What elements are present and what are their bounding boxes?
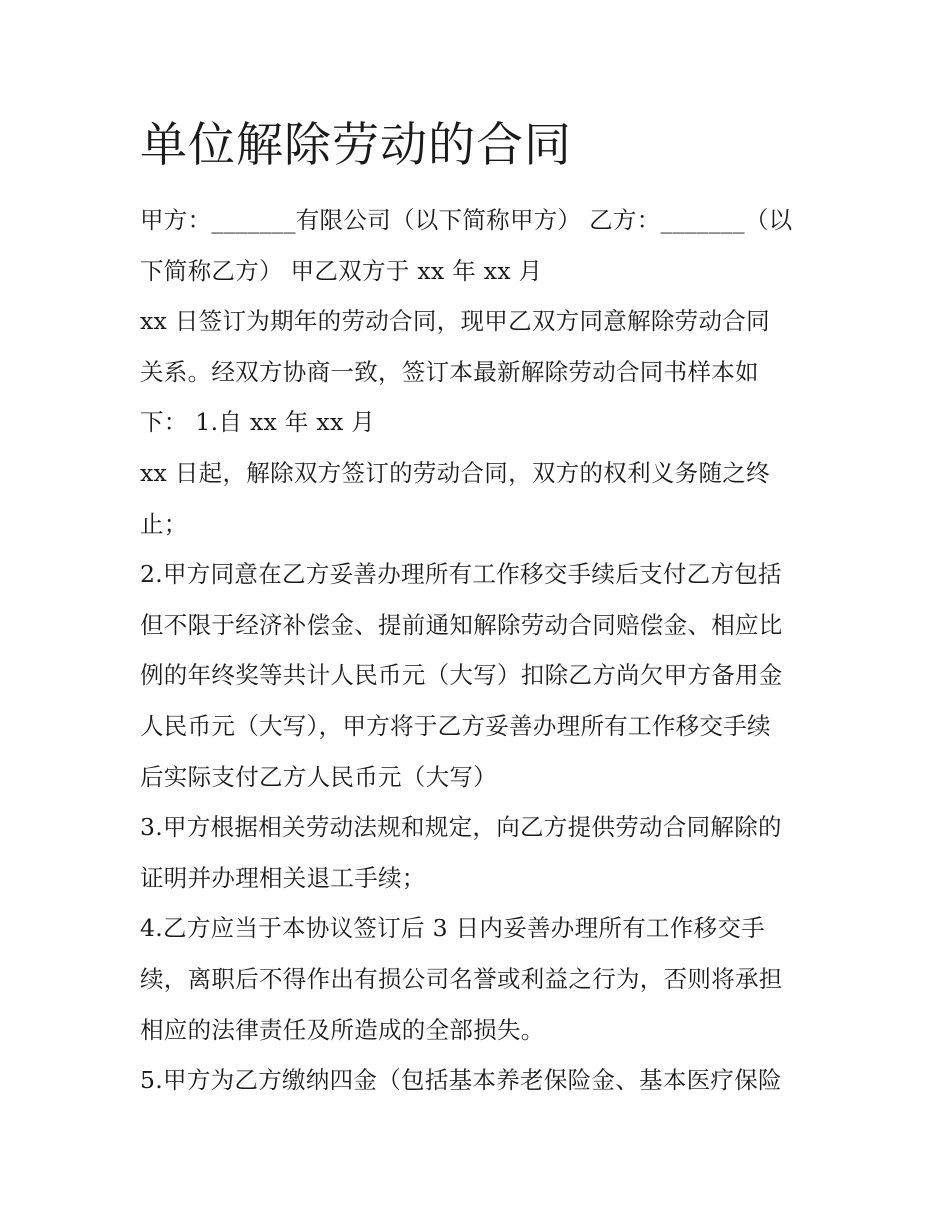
body-line: xx 日签订为期年的劳动合同，现甲乙双方同意解除劳动合同 (140, 307, 770, 336)
body-line: 止； (140, 509, 188, 538)
body-line: 关系。经双方协商一致，签订本最新解除劳动合同书样本如 (140, 357, 759, 386)
body-line: 2.甲方同意在乙方妥善办理所有工作移交手续后支付乙方包括 (140, 560, 782, 589)
body-line: 相应的法律责任及所造成的全部损失。 (140, 1015, 545, 1044)
body-line: 例的年终奖等共计人民币元（大写）扣除乙方尚欠甲方备用金 (140, 661, 783, 690)
body-line: xx 日起，解除双方签订的劳动合同，双方的权利义务随之终 (140, 458, 770, 487)
document-title: 单位解除劳动的合同 (140, 118, 572, 173)
document-body (140, 195, 820, 1106)
body-line: 续，离职后不得作出有损公司名誉或利益之行为，否则将承担 (140, 964, 783, 993)
body-line: 甲方：_______有限公司（以下简称甲方） 乙方：_______（以 (140, 206, 793, 234)
body-line: 4.乙方应当于本协议签订后 3 日内妥善办理所有工作移交手 (140, 914, 766, 943)
body-line: 5.甲方为乙方缴纳四金（包括基本养老保险金、基本医疗保险 (140, 1066, 782, 1095)
body-line: 证明并办理相关退工手续； (140, 863, 426, 892)
body-line: 3.甲方根据相关劳动法规和规定，向乙方提供劳动合同解除的 (140, 813, 782, 842)
body-line: 人民币元（大写），甲方将于乙方妥善办理所有工作移交手续 (140, 711, 771, 740)
body-line: 下简称乙方） 甲乙双方于 xx 年 xx 月 (140, 256, 543, 285)
body-line: 后实际支付乙方人民币元（大写） (140, 762, 497, 791)
body-line: 但不限于经济补偿金、提前通知解除劳动合同赔偿金、相应比 (140, 610, 783, 639)
body-line: 下： 1.自 xx 年 xx 月 (140, 408, 376, 437)
